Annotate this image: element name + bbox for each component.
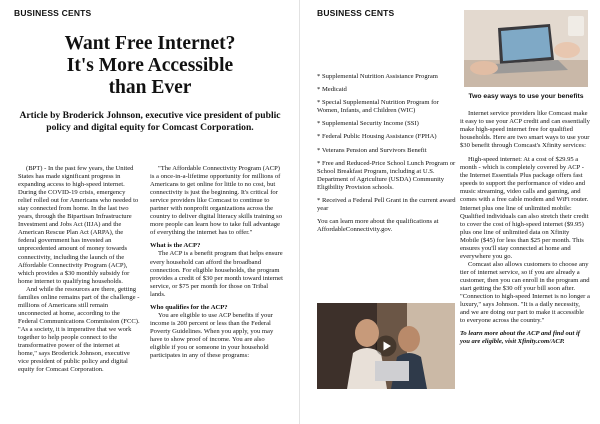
headline [10, 33, 290, 99]
photo-caption: Two easy ways to use your benefits [468, 93, 584, 100]
eligible-programs-list [317, 73, 457, 234]
headline-line-3: than Ever [108, 77, 192, 98]
paragraph: High-speed internet: At a cost of $29.95 a month - which is completely covered by ACP - the Internet Essentials Plus package offers fast speeds to support the performance of video and music streaming, video calls and gaming, and comes with a free cable modem and WiFi router. Internet plus one line of unlimited mobile: Qualified individuals can also stretch their credit to cover the cost of high-speed internet ($9.95) plus one line of unlimited data on Xfinity Mobile ($45) for less than $25 per month. This ensures you'll stay connected at home and everywhere you go. [460, 156, 589, 260]
list-item: * Medicaid [317, 86, 347, 94]
section-label: BUSINESS CENTS [317, 8, 395, 18]
section-label: BUSINESS CENTS [14, 8, 92, 18]
list-item: * Special Supplemental Nutrition Program for Women, Infants, and Children (WIC) [317, 99, 439, 115]
paragraph: And while the resources are there, getting families online remains part of the challenge - millions of Americans still remain unconnected at home, according to the Federal Communications Commission (FCC). "As a society, it is imperative that we work together to help people connect to the transformative power of the internet at home," says Broderick Johnson, executive vice president of public policy and digital equity for Comcast Corporation. [18, 285, 140, 374]
paragraph: Internet service providers like Comcast make it easy to use your ACP credit and can essentially make high-speed internet free for qualified households. Here are two smart ways to use your $30 benefit through Comcast's Xfinity services: [460, 110, 590, 150]
closing-call-to-action: To learn more about the ACP and find out if you are eligible, visit Xfinity.com/ACP. [460, 330, 580, 346]
list-item: * Supplemental Nutrition Assistance Program [317, 73, 438, 80]
list-item: * Free and Reduced-Price School Lunch Program or School Breakfast Program, including at U.S. Department of Agriculture (USDA) Community Eligibility Provision schools. [317, 159, 456, 191]
list-item: * Federal Public Housing Assistance (FPHA) [317, 133, 437, 141]
learn-more-text: You can learn more about the qualifications at AffordableConnectivity.gov. [317, 218, 439, 234]
subhead-who-qualifies: Who qualifies for the ACP? [150, 303, 228, 311]
article-column-3 [460, 110, 590, 346]
paragraph: (BPT) - In the past few years, the United States has made significant progress in expanding access to high-speed internet. During the COVID-19 crisis, emergency relief rolled out for Americans who needed to stay connected from home. In the last two years, through the Bipartisan Infrastructure Investment and Jobs Act (IIJA) and the American Rescue Plan Act (ARPA), the federal government has invested an unprecedented amount of money towards connectivity, including the launch of the Affordable Connectivity Program (ACP), which provides a $30 monthly subsidy for home internet to qualifying households. [18, 165, 139, 285]
paragraph: You are eligible to use ACP benefits if your income is 200 percent or less than the Federal Poverty Guidelines. When you apply, you may have to show proof of income. You are also eligible if you or someone in your household participates in any of these programs: [150, 311, 274, 360]
quote-paragraph: "The Affordable Connectivity Program (ACP) is a once-in-a-lifetime opportunity for millions of Americans to get online for little to no cost, but connectivity is just the beginning. It's critical for service providers like Comcast to continue to partner with nonprofit organizations across the country to deliver digital literacy skills training so more people can learn how to take full advantage of everything the internet has to offer." [150, 165, 283, 237]
article-column-1 [18, 165, 140, 374]
headline-line-1: Want Free Internet? [64, 33, 236, 54]
right-page [300, 0, 600, 424]
subhead-what-is-acp: What is the ACP? [150, 242, 201, 250]
article-column-2 [150, 165, 285, 360]
video-thumbnail[interactable] [317, 303, 455, 389]
paragraph: Comcast also allows customers to choose any tier of internet service, so if you are already a customer, then you can enroll in the program and start getting the $30 off your bill soon after. "Connection to high-speed Internet is no longer a luxury," says Johnson. "It is a daily necessity, and we are doing our part to make it accessible to everyone across the country." [460, 260, 590, 325]
headline-line-2: It's More Accessible [66, 55, 234, 76]
play-icon[interactable] [375, 335, 397, 357]
paragraph: The ACP is a benefit program that helps ensure every household can afford the broadband connection. For eligible households, the program provides a credit of $30 per month toward internet service, or $75 per month for those on Tribal lands. [150, 250, 283, 298]
laptop-photo [464, 10, 588, 87]
list-item: * Supplemental Security Income (SSI) [317, 120, 419, 128]
byline: Article by Broderick Johnson, executive vice president of public policy and digital equity for Comcast Corporation. [19, 110, 281, 133]
laptop-photo-illustration [464, 10, 588, 87]
list-item: * Veterans Pension and Survivors Benefit [317, 146, 427, 154]
list-item: * Received a Federal Pell Grant in the current award year [317, 197, 456, 213]
